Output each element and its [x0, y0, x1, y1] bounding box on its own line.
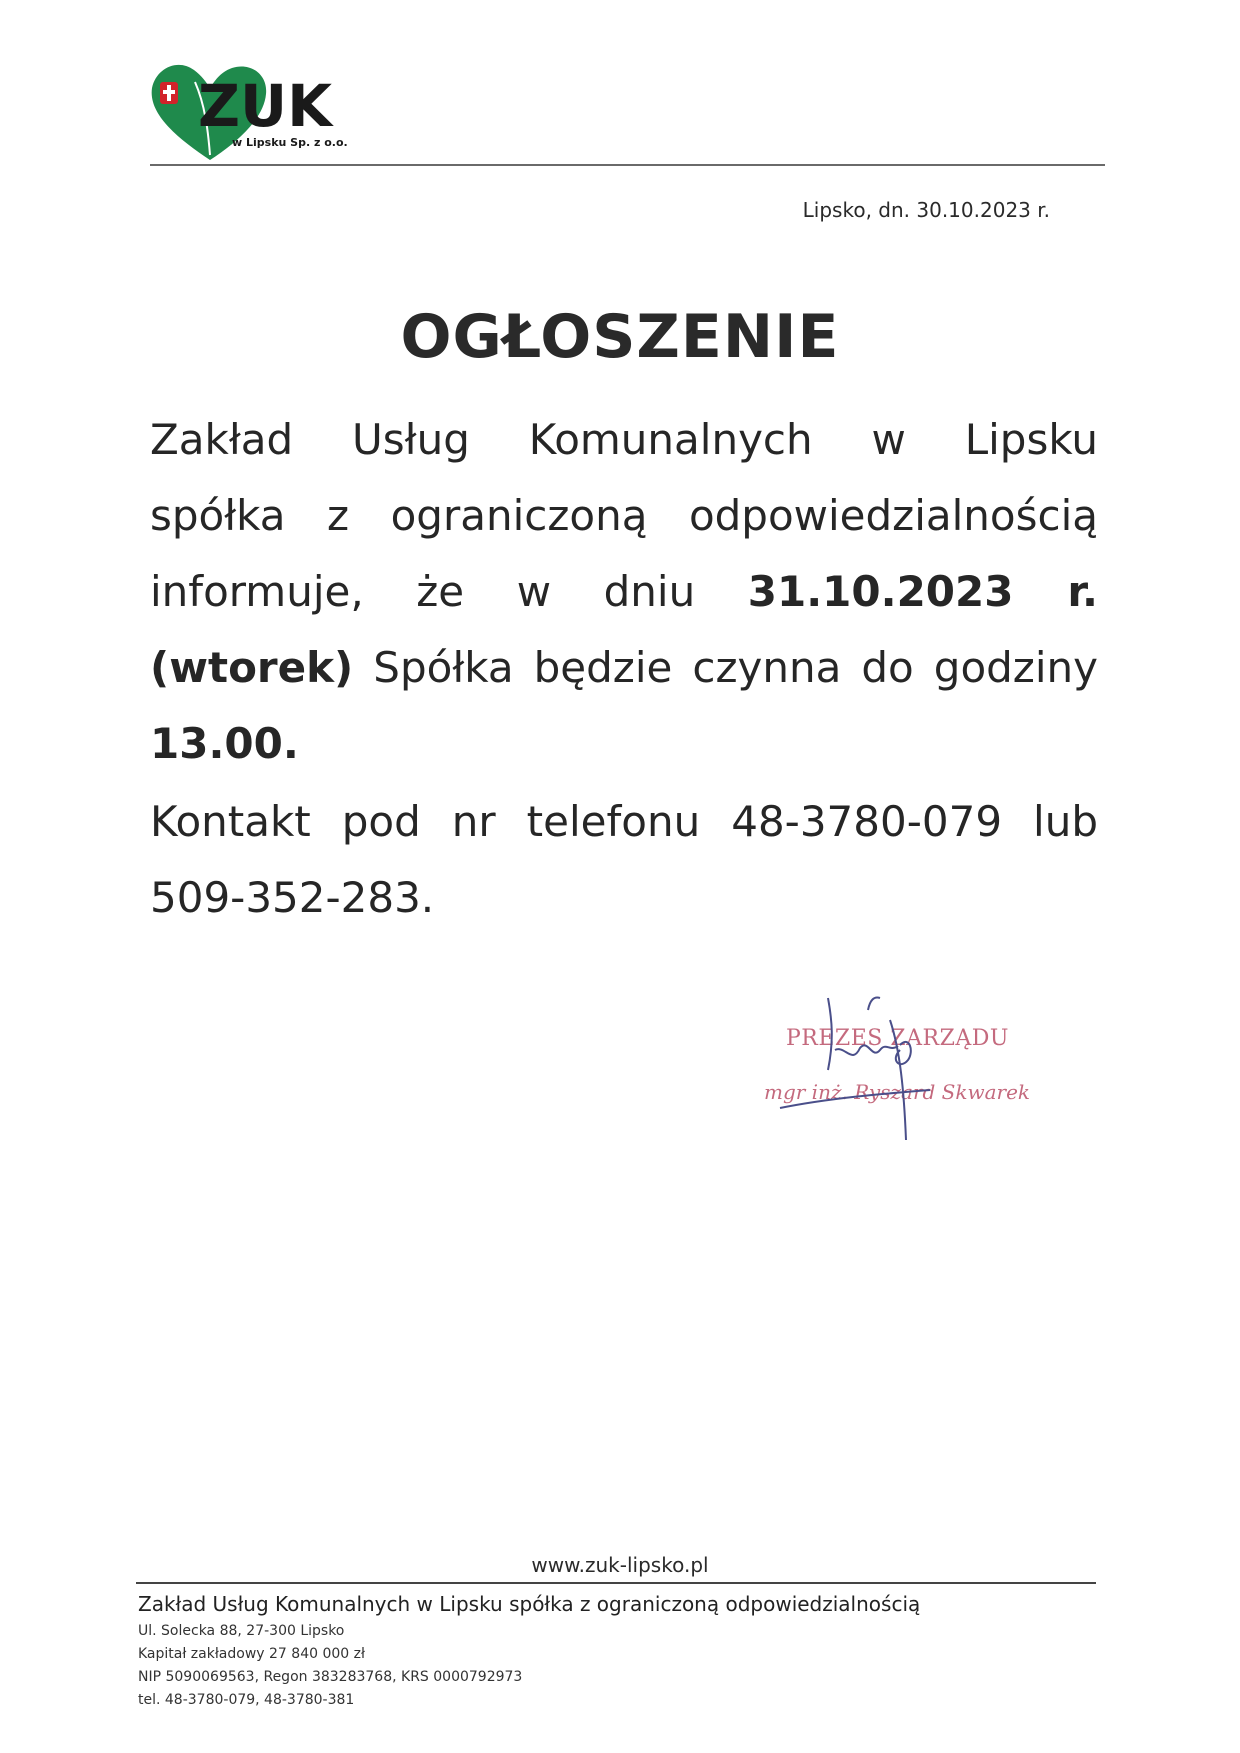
- body-line: Zakład Usług Komunalnych w Lipsku: [150, 415, 1098, 464]
- footer-phones: tel. 48-3780-079, 48-3780-381: [138, 1692, 355, 1708]
- footer-address: Ul. Solecka 88, 27-300 Lipsko: [138, 1623, 345, 1639]
- signature-stamp: [740, 990, 1060, 1170]
- company-logo: [150, 60, 390, 170]
- header-divider: [150, 164, 1105, 166]
- document-title: OGŁOSZENIE: [400, 302, 840, 372]
- body-line: [150, 554, 1098, 630]
- footer-company: Zakład Usług Komunalnych w Lipsku spółka z ograniczoną odpowiedzialnością: [138, 1592, 921, 1616]
- body-line: spółka z ograniczoną odpowiedzialnością: [150, 491, 1098, 540]
- announcement-body: [150, 402, 1098, 782]
- closing-date: 31.10.2023 r.: [747, 567, 1098, 616]
- footer-registry: NIP 5090069563, Regon 383283768, KRS 0000792973: [138, 1669, 523, 1685]
- website-link[interactable]: www.zuk-lipsko.pl: [531, 1553, 709, 1577]
- handwritten-signature: [740, 990, 1060, 1170]
- stamp-name: mgr inż. Ryszard Skwarek: [764, 1080, 1031, 1104]
- weekday: (wtorek): [150, 643, 354, 692]
- body-line: [150, 630, 1098, 706]
- stamp-title: PREZES ZARZĄDU: [786, 1026, 1009, 1051]
- document-date: Lipsko, dn. 30.10.2023 r.: [802, 198, 1050, 222]
- body-text: Spółka będzie czynna do godziny: [353, 643, 1098, 692]
- logo-subtitle: w Lipsku Sp. z o.o.: [232, 136, 348, 149]
- contact-info: [150, 784, 1098, 936]
- contact-line: 509-352-283.: [150, 873, 435, 922]
- footer-divider: [136, 1582, 1096, 1584]
- logo-text: ZUK: [198, 72, 333, 140]
- footer: [138, 1588, 1098, 1712]
- body-text: informuje, że w dniu: [150, 567, 696, 616]
- footer-capital: Kapitał zakładowy 27 840 000 zł: [138, 1646, 365, 1662]
- closing-hour: 13.00.: [150, 719, 299, 768]
- contact-line: Kontakt pod nr telefonu 48-3780-079 lub: [150, 797, 1098, 846]
